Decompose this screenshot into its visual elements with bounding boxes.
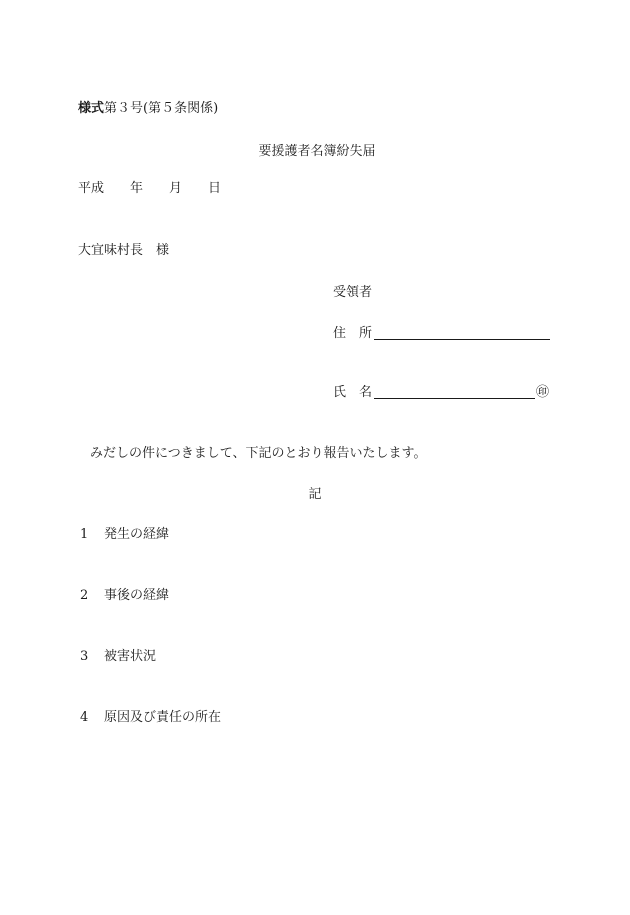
item-number: 2 [80,588,89,603]
list-item [80,711,221,724]
list-item [80,528,169,541]
date-era: 平成 [78,181,105,196]
name-field-row [333,385,549,399]
address-label: 住 所 [333,326,373,341]
item-number: 1 [80,527,89,542]
date-month: 月 [169,181,183,196]
address-field-row [333,326,550,340]
recipient-label: 受領者 [333,285,373,300]
address-input-line[interactable] [374,326,550,340]
ki-heading: 記 [308,487,322,502]
item-number: 3 [80,649,89,664]
form-number-label [78,102,218,115]
form-label-rest: 第３号(第５条関係) [104,101,219,116]
item-number: 4 [80,710,89,725]
seal-mark: ㊞ [536,385,550,400]
item-text: 被害状況 [104,649,157,664]
date-line [78,182,221,195]
form-label-bold: 様式 [78,101,105,116]
list-item [80,650,156,663]
date-day: 日 [208,181,222,196]
name-label: 氏 名 [333,385,373,400]
item-text: 事後の経緯 [104,588,170,603]
document-title: 要援護者名簿紛失届 [258,144,376,159]
item-text: 発生の経緯 [104,527,170,542]
addressee: 大宜味村長 様 [78,243,170,258]
date-year: 年 [130,181,144,196]
list-item [80,589,169,602]
name-input-line[interactable] [374,385,535,399]
item-text: 原因及び責任の所在 [104,710,222,725]
body-text: みだしの件につきまして、下記のとおり報告いたします。 [90,446,427,461]
